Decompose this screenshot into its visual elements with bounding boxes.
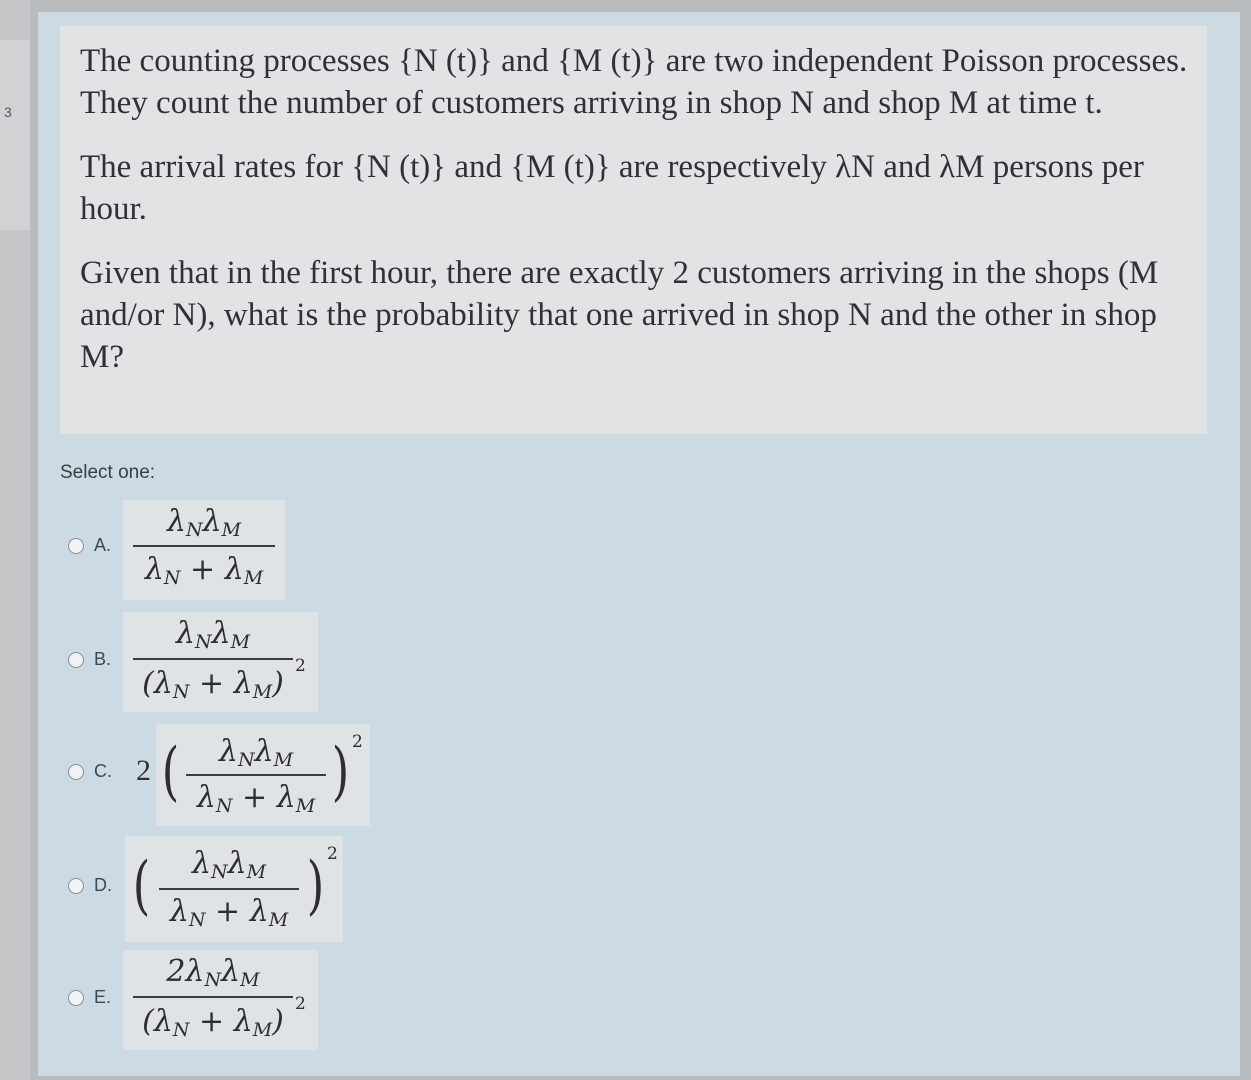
option-b-formula — [123, 612, 318, 712]
option-a-radio[interactable] — [68, 538, 84, 554]
option-b-numerator: $\lambda_N\lambda_M$ — [175, 616, 251, 653]
left-strip — [0, 0, 30, 1080]
option-d-left-paren: ( — [132, 849, 151, 923]
question-number: 3 — [4, 104, 12, 120]
option-d-formula — [125, 836, 343, 942]
option-e-exponent: 2 — [295, 994, 306, 1014]
option-e-radio[interactable] — [68, 990, 84, 1006]
question-info-tab — [0, 40, 30, 230]
option-c-numerator: $\lambda_N\lambda_M$ — [218, 734, 294, 771]
option-a-letter: A. — [94, 535, 112, 555]
option-b-letter: B. — [94, 649, 112, 669]
question-paragraph-1: The counting processes {N (t)} and {M (t)} are two independent Poisson processes. They count the number of customers arriving in shop N and shop M at time t. — [80, 43, 1188, 121]
option-e-formula — [123, 950, 318, 1050]
option-e-numerator: $2\lambda_N\lambda_M$ — [166, 954, 260, 991]
option-d-numerator: $\lambda_N\lambda_M$ — [191, 846, 267, 883]
option-b-denominator: $(\lambda_N + \lambda_M)$ — [142, 666, 284, 703]
question-text — [60, 26, 1207, 434]
option-d-letter: D. — [94, 875, 112, 895]
option-c-coefficient: 2 — [136, 754, 151, 787]
option-c-denominator: $\lambda_N + \lambda_M$ — [196, 780, 316, 817]
option-d-exponent: 2 — [327, 844, 338, 864]
option-b-radio[interactable] — [68, 652, 84, 668]
option-e-letter: E. — [94, 987, 112, 1007]
option-e-denominator: $(\lambda_N + \lambda_M)$ — [142, 1004, 284, 1041]
option-c-letter: C. — [94, 761, 112, 781]
option-c-formula — [156, 724, 370, 826]
option-c-radio[interactable] — [68, 764, 84, 780]
option-a-formula — [123, 500, 285, 600]
option-d-denominator: $\lambda_N + \lambda_M$ — [169, 894, 289, 931]
option-c-right-paren: ) — [331, 735, 350, 809]
option-a-numerator: $\lambda_N\lambda_M$ — [166, 504, 242, 541]
question-paragraph-2: The arrival rates for {N (t)} and {M (t)} are respectively λN and λM persons per hour. — [80, 149, 1144, 227]
option-d-radio[interactable] — [68, 878, 84, 894]
option-c-left-paren: ( — [161, 735, 180, 809]
question-paragraph-3: Given that in the first hour, there are exactly 2 customers arriving in the shops (M and/or N), what is the probability that one arrived in shop N and the other in shop M? — [80, 255, 1159, 375]
option-c-exponent: 2 — [352, 732, 363, 752]
select-one-label: Select one: — [60, 462, 156, 483]
option-d-right-paren: ) — [306, 849, 325, 923]
option-a-denominator: $\lambda_N + \lambda_M$ — [144, 552, 264, 589]
option-b-exponent: 2 — [295, 656, 306, 676]
